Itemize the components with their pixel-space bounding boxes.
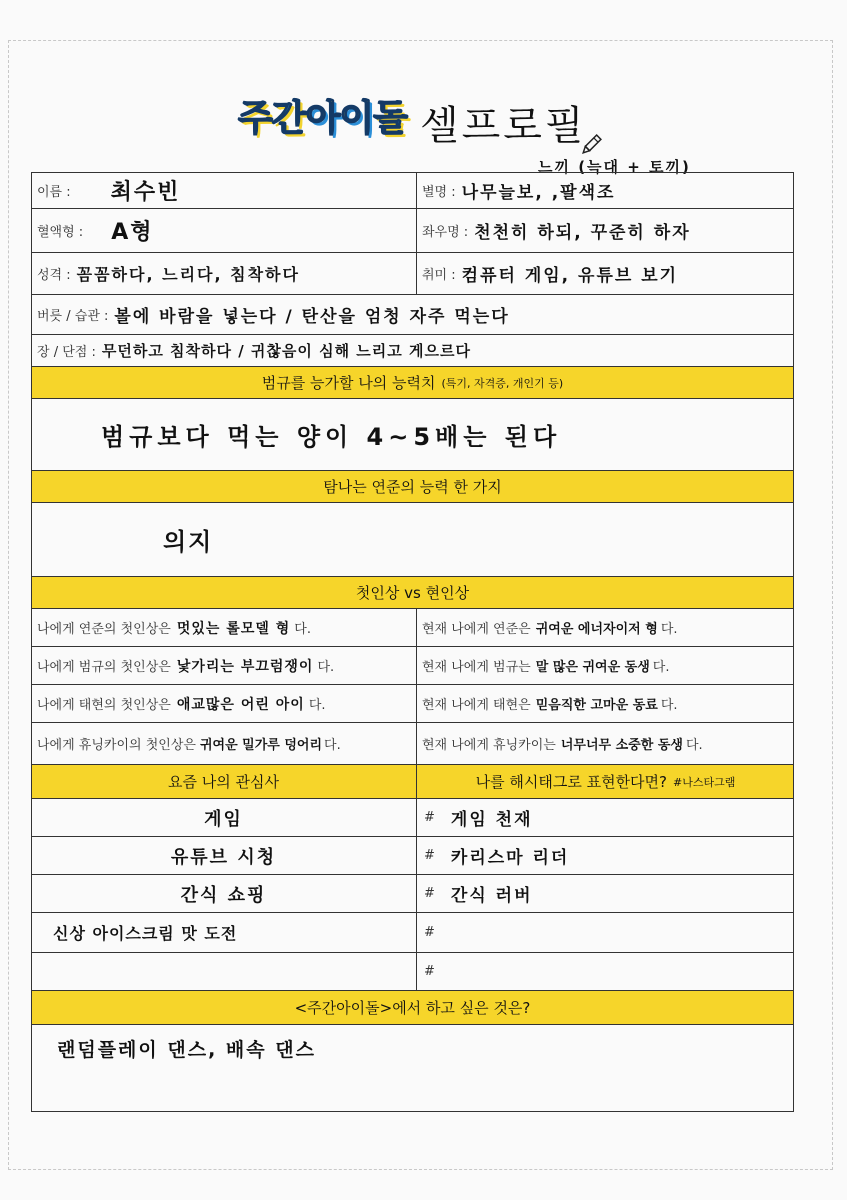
- personality-label: 성격 :: [37, 268, 71, 283]
- now-impression-cell: [416, 723, 794, 764]
- logo-part-3: 돌: [373, 98, 407, 139]
- wish-header: [31, 471, 794, 502]
- ability-title: 범규를 능가할 나의 능력치: [261, 374, 436, 392]
- now-prefix: 현재 나에게 태현은: [422, 698, 531, 713]
- want-title: <주간아이돌>에서 하고 싶은 것은?: [294, 999, 531, 1017]
- interests-header-row: [31, 764, 794, 798]
- hash-mark: #: [424, 925, 435, 940]
- wish-answer-row: [31, 502, 794, 576]
- row-name: [31, 172, 794, 208]
- nickname-value: 나무늘보, ,팔색조: [461, 182, 616, 203]
- ability-answer: 범규보다 먹는 양이 4~5배는 된다: [101, 423, 562, 451]
- interest-cell: [31, 875, 416, 912]
- ability-note: (특기, 자격증, 개인기 등): [441, 376, 564, 390]
- now-prefix: 현재 나에게 연준은: [422, 622, 531, 637]
- now-value: 말 많은 귀여운 동생: [535, 660, 650, 675]
- first-prefix: 나에게 휴닝카이의 첫인상은: [37, 738, 196, 753]
- pros-cons-cell: [31, 335, 794, 366]
- now-suffix: 다.: [685, 738, 703, 753]
- first-impression-cell: [31, 685, 416, 722]
- nickname-cell: [416, 172, 794, 208]
- first-value: 애교많은 어린 아이: [176, 696, 305, 713]
- wish-answer-cell: [31, 503, 794, 576]
- nickname-note: 느끼 (늑대 + 토끼): [538, 158, 691, 176]
- row-habit: [31, 294, 794, 334]
- first-value: 귀여운 밀가루 덩어리: [199, 738, 323, 753]
- logo-part-2: 아이: [305, 98, 374, 139]
- page-title: 셀프로필: [420, 103, 587, 149]
- hashtag-cell: [416, 875, 794, 912]
- first-prefix: 나에게 범규의 첫인상은: [37, 660, 171, 675]
- first-impression-cell: [31, 609, 416, 646]
- name-label: 이름 :: [37, 184, 71, 200]
- hobby-cell: [416, 253, 794, 294]
- interests-header: [31, 765, 416, 798]
- habit-label: 버릇 / 습관 :: [37, 309, 109, 324]
- interest-row: [31, 874, 794, 912]
- first-value: 낯가리는 부끄럼쟁이: [176, 658, 314, 675]
- hashtags-note: #나스타그램: [673, 775, 736, 789]
- motto-value: 천천히 하되, 꾸준히 하자: [474, 223, 691, 243]
- want-answer-row: [31, 1024, 794, 1112]
- now-impression-cell: [416, 609, 794, 646]
- hash-mark: #: [424, 810, 435, 825]
- header: [0, 62, 847, 162]
- hashtag-cell: [416, 837, 794, 874]
- ability-answer-row: [31, 398, 794, 470]
- personality-value: 꼼꼼하다, 느리다, 침착하다: [76, 265, 300, 284]
- motto-cell: [416, 209, 794, 252]
- interest-item: 게임: [204, 808, 243, 830]
- personality-cell: [31, 253, 416, 294]
- hash-mark: #: [424, 886, 435, 901]
- want-header-row: [31, 990, 794, 1024]
- now-impression-cell: [416, 647, 794, 684]
- interest-item: 간식 쇼핑: [180, 884, 267, 906]
- want-header: [31, 991, 794, 1024]
- hashtag-value: 게임 천재: [450, 810, 533, 830]
- interest-cell: [31, 837, 416, 874]
- wish-title: 탐나는 연준의 능력 한 가지: [323, 478, 502, 496]
- want-answer: 랜덤플레이 댄스, 배속 댄스: [57, 1039, 316, 1061]
- interest-row: [31, 836, 794, 874]
- interest-cell: [31, 953, 416, 990]
- blood-cell: [31, 209, 416, 252]
- habit-cell: [31, 295, 794, 334]
- logo-part-1: 주간: [238, 98, 306, 139]
- interest-cell: [31, 913, 416, 952]
- row-blood: [31, 208, 794, 252]
- now-prefix: 현재 나에게 범규는: [422, 660, 531, 675]
- interest-row: [31, 912, 794, 952]
- impression-row: [31, 684, 794, 722]
- impression-row: [31, 608, 794, 646]
- now-suffix: 다.: [660, 622, 678, 637]
- interest-cell: [31, 799, 416, 836]
- ability-header-row: [31, 366, 794, 398]
- habit-value: 볼에 바람을 넣는다 / 탄산을 엄청 자주 먹는다: [114, 307, 510, 327]
- now-value: 믿음직한 고마운 동료: [535, 698, 658, 713]
- pros-cons-label: 장 / 단점 :: [37, 345, 96, 360]
- interest-item: 유튜브 시청: [170, 846, 277, 868]
- now-value: 귀여운 에너자이저 형: [535, 622, 658, 637]
- interest-item: 신상 아이스크림 맛 도전: [53, 924, 238, 943]
- hobby-value: 컴퓨터 게임, 유튜브 보기: [461, 266, 679, 286]
- first-suffix: 다.: [317, 660, 335, 675]
- impressions-title: 첫인상 vs 현인상: [355, 584, 470, 602]
- first-suffix: 다.: [294, 622, 311, 637]
- pros-cons-value: 무던하고 침착하다 / 귀찮음이 심해 느리고 게으르다: [101, 342, 471, 360]
- impressions-header: [31, 577, 794, 608]
- first-impression-cell: [31, 723, 416, 764]
- nickname-label: 별명 :: [422, 184, 456, 200]
- hashtags-header: [417, 765, 794, 798]
- hobby-label: 취미 :: [422, 268, 456, 283]
- name-cell: [31, 172, 416, 208]
- hashtags-title: 나를 해시태그로 표현한다면?: [475, 773, 668, 791]
- blood-label: 혈액형 :: [37, 225, 84, 240]
- now-impression-cell: [416, 685, 794, 722]
- want-answer-cell: [31, 1025, 794, 1112]
- first-impression-cell: [31, 647, 416, 684]
- wish-answer: 의지: [163, 528, 214, 556]
- hash-mark: #: [424, 848, 435, 863]
- row-personality: [31, 252, 794, 294]
- now-suffix: 다.: [652, 660, 670, 675]
- interest-row: [31, 798, 794, 836]
- impression-row: [31, 646, 794, 684]
- show-logo: [238, 90, 407, 141]
- interest-row: [31, 952, 794, 990]
- hashtag-cell: [416, 913, 794, 952]
- ability-header: [31, 367, 794, 398]
- hashtag-cell: [416, 799, 794, 836]
- blood-value: A형: [111, 220, 154, 245]
- impression-row: [31, 722, 794, 764]
- motto-label: 좌우명 :: [422, 225, 469, 240]
- now-prefix: 현재 나에게 휴닝카이는: [422, 738, 556, 753]
- interests-title: 요즘 나의 관심사: [168, 773, 279, 791]
- now-suffix: 다.: [660, 698, 678, 713]
- hashtag-value: 간식 러버: [450, 886, 533, 906]
- now-value: 너무너무 소중한 동생: [560, 738, 683, 753]
- ability-answer-cell: [31, 399, 794, 470]
- first-value: 멋있는 롤모델 형: [176, 620, 291, 637]
- hash-mark: #: [424, 964, 435, 979]
- wish-header-row: [31, 470, 794, 502]
- pencil-icon: [578, 132, 604, 158]
- row-pros-cons: [31, 334, 794, 366]
- first-prefix: 나에게 연준의 첫인상은: [37, 622, 171, 637]
- first-suffix: 다.: [308, 698, 326, 713]
- hashtag-value: 카리스마 리더: [450, 848, 570, 868]
- impressions-header-row: [31, 576, 794, 608]
- first-prefix: 나에게 태현의 첫인상은: [37, 698, 171, 713]
- hashtag-cell: [416, 953, 794, 990]
- first-suffix: 다.: [324, 738, 341, 753]
- name-value: 최수빈: [110, 179, 181, 205]
